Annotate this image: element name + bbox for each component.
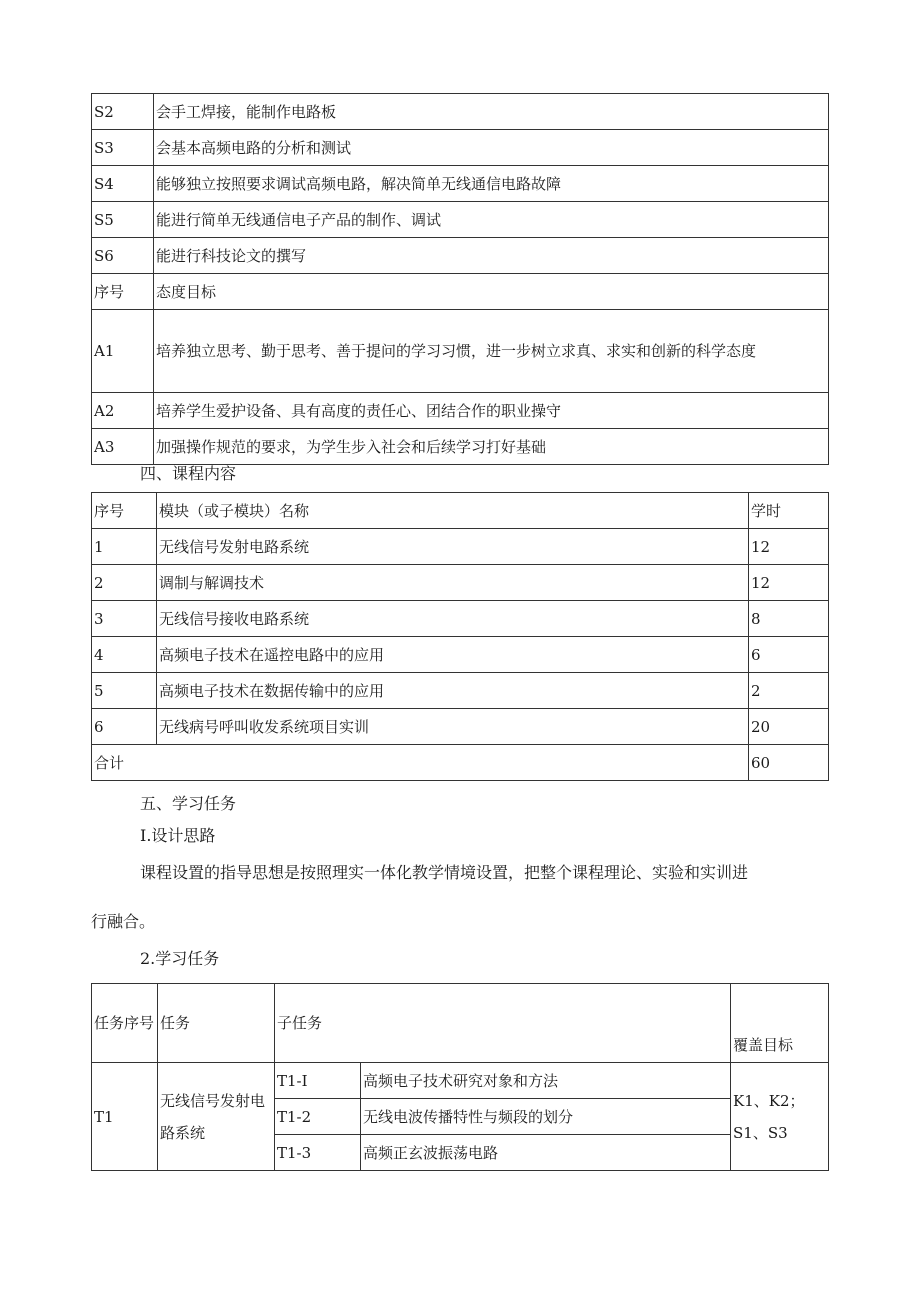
header-task-no: 任务序号 <box>92 984 158 1063</box>
header-attitude: 态度目标 <box>154 274 829 310</box>
table-total-row <box>92 745 829 781</box>
objective-text: 会手工焊接，能制作电路板 <box>154 94 829 130</box>
objective-text: 能进行科技论文的撰写 <box>154 238 829 274</box>
subheading: I.设计思路 <box>140 826 216 845</box>
module-hours: 2 <box>749 673 829 709</box>
objective-text: 会基本高频电路的分析和测试 <box>154 130 829 166</box>
header-task: 任务 <box>158 984 275 1063</box>
table-row <box>92 202 829 238</box>
module-no: 4 <box>92 637 157 673</box>
task-target <box>731 1063 829 1171</box>
target-line: S1、S3 <box>733 1123 788 1142</box>
objective-text: 加强操作规范的要求，为学生步入社会和后续学习打好基础 <box>154 429 829 465</box>
table-row <box>92 673 829 709</box>
subtask-id: T1-I <box>275 1063 361 1099</box>
subtask-id: T1-2 <box>275 1099 361 1135</box>
module-name: 高频电子技术在遥控电路中的应用 <box>157 637 749 673</box>
module-hours: 20 <box>749 709 829 745</box>
paragraph-line: 课程设置的指导思想是按照理实一体化教学情境设置，把整个课程理论、实验和实训进 <box>140 863 749 882</box>
objective-id: A3 <box>92 429 154 465</box>
module-hours: 6 <box>749 637 829 673</box>
task-no: T1 <box>92 1063 158 1171</box>
module-name: 调制与解调技术 <box>157 565 749 601</box>
objective-id: S6 <box>92 238 154 274</box>
table-header-row <box>92 274 829 310</box>
section-heading: 五、学习任务 <box>140 794 237 813</box>
module-no: 5 <box>92 673 157 709</box>
table-row <box>92 709 829 745</box>
module-no: 3 <box>92 601 157 637</box>
module-name: 无线信号发射电路系统 <box>157 529 749 565</box>
module-no: 6 <box>92 709 157 745</box>
subtask-text: 无线电波传播特性与频段的划分 <box>361 1099 731 1135</box>
table-row <box>92 94 829 130</box>
objective-id: S5 <box>92 202 154 238</box>
table-row <box>92 393 829 429</box>
table-row <box>92 130 829 166</box>
task-name: 无线信号发射电路系统 <box>158 1063 275 1171</box>
objective-id: S3 <box>92 130 154 166</box>
module-hours: 12 <box>749 565 829 601</box>
header-no: 序号 <box>92 493 157 529</box>
objective-text: 能进行简单无线通信电子产品的制作、调试 <box>154 202 829 238</box>
course-content-table <box>91 492 829 781</box>
subtask-id: T1-3 <box>275 1135 361 1171</box>
header-no: 序号 <box>92 274 154 310</box>
table-row <box>92 310 829 393</box>
objective-text: 培养学生爱护设备、具有高度的责任心、团结合作的职业操守 <box>154 393 829 429</box>
target-line: K1、K2； <box>733 1091 805 1110</box>
table-row <box>92 601 829 637</box>
objective-text: 培养独立思考、勤于思考、善于提问的学习习惯，进一步树立求真、求实和创新的科学态度 <box>154 310 829 393</box>
table-header-row <box>92 984 829 1063</box>
module-no: 1 <box>92 529 157 565</box>
module-hours: 8 <box>749 601 829 637</box>
module-name: 无线病号呼叫收发系统项目实训 <box>157 709 749 745</box>
module-name: 无线信号接收电路系统 <box>157 601 749 637</box>
total-hours: 60 <box>749 745 829 781</box>
table-row <box>92 1063 829 1099</box>
table-row <box>92 238 829 274</box>
section-heading: 四、课程内容 <box>140 464 237 483</box>
subtask-text: 高频正玄波振荡电路 <box>361 1135 731 1171</box>
table-row <box>92 166 829 202</box>
total-label: 合计 <box>92 745 749 781</box>
subtask-text: 高频电子技术研究对象和方法 <box>361 1063 731 1099</box>
table-row <box>92 429 829 465</box>
table-row <box>92 529 829 565</box>
table-row <box>92 637 829 673</box>
table-header-row <box>92 493 829 529</box>
header-subtask: 子任务 <box>275 984 731 1063</box>
module-no: 2 <box>92 565 157 601</box>
objective-id: A2 <box>92 393 154 429</box>
objective-text: 能够独立按照要求调试高频电路，解决简单无线通信电路故障 <box>154 166 829 202</box>
objective-id: S4 <box>92 166 154 202</box>
learning-task-table <box>91 983 829 1171</box>
objective-id: S2 <box>92 94 154 130</box>
header-target: 覆盖目标 <box>731 984 829 1063</box>
header-name: 模块（或子模块）名称 <box>157 493 749 529</box>
paragraph-line: 行融合。 <box>91 912 156 931</box>
table-row <box>92 565 829 601</box>
subheading: 2.学习任务 <box>140 949 220 968</box>
module-name: 高频电子技术在数据传输中的应用 <box>157 673 749 709</box>
header-hours: 学时 <box>749 493 829 529</box>
module-hours: 12 <box>749 529 829 565</box>
objective-id: A1 <box>92 310 154 393</box>
objectives-table <box>91 93 829 465</box>
